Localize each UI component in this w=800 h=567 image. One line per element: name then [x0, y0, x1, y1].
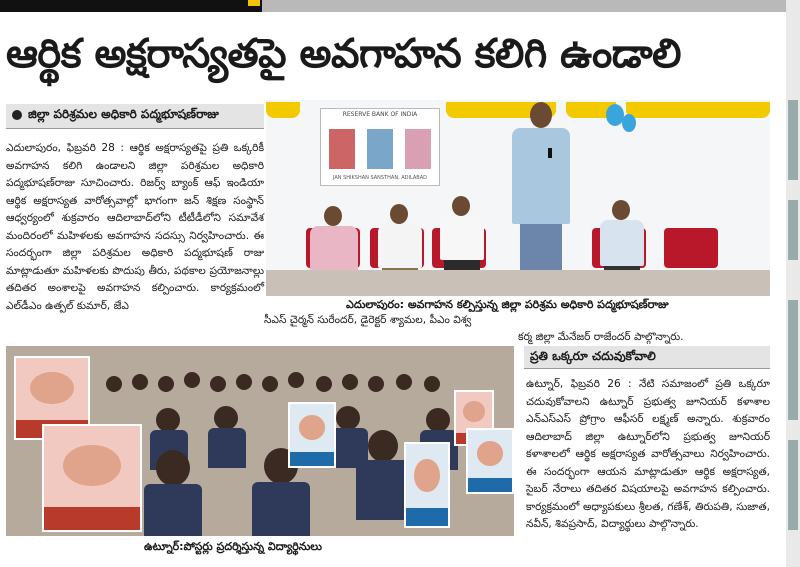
- poster: [404, 442, 450, 528]
- subheading: జిల్లా పరిశ్రమల అధికారి పద్మభూషణ్‌రాజు: [28, 107, 219, 121]
- photo-floor: [266, 270, 770, 296]
- poster: [466, 428, 514, 494]
- rbi-banner: [320, 108, 440, 186]
- adjacent-column-fragment: [788, 300, 798, 420]
- article-2-text: ఉట్నూర్, ఫిబ్రవరి 26 : నేటి సమాజంలో ప్రతి ఒక్కరూ చదువుకోవాలని ఉట్నూర్ ప్రభుత్వ జూనియర్ కళాశాల ఎన్ఎస్ఎస్ ప్రోగ్రాం ఆఫీసర్ లక్ష్మణ్ అన్నారు. శుక్రవారం ఆదిలాబాద్ జిల్లా ఉట్నూర్‌లోని ప్రభుత్వ జూనియర్ కళాశాలలో ఆర్థిక అక్షరాస్యత వారోత్సవాలు నిర్వహించారు. ఈ సందర్భంగా ఆయన మాట్లాడుతూ ఆర్థిక అక్షరాస్యత, సైబర్ నేరాలు తదితర విషయాలపై అవగాహన కల్పించారు. కార్యక్రమంలో అధ్యాపకులు శ్రీలత, గణేశ్, తిరుపతి, సుజాత, నవీన్, శివప్రసాద్, విద్యార్థులు పాల్గొన్నారు.: [526, 378, 770, 530]
- continued-line: సీఎస్ చైర్మన్ సురేందర్, డైరెక్టర్ శ్యామల, పీఎం విశ్వ: [264, 314, 472, 326]
- subheading-2: ప్రతి ఒక్కరూ చదువుకోవాలి: [530, 349, 656, 363]
- article-1-body: [6, 140, 264, 315]
- banner-image: [367, 129, 393, 169]
- top-bar-accent: [248, 0, 260, 6]
- adjacent-column-fragment: [788, 440, 798, 530]
- banner-image: [405, 129, 431, 169]
- adjacent-page-edge: [786, 0, 800, 567]
- poster: [42, 424, 142, 532]
- banner-footer: JAN SHIKSHAN SANSTHAN, ADILABAD: [332, 175, 428, 181]
- banner-image: [329, 129, 355, 169]
- bunting-decoration: [266, 102, 300, 118]
- adjacent-column-fragment: [788, 200, 798, 260]
- poster: [288, 402, 336, 468]
- banner-title: RESERVE BANK OF INDIA: [342, 111, 418, 118]
- photo-2-caption: ఉట్నూర్:పోస్టర్లు ప్రదర్శిస్తున్న విద్యార్థినులు: [144, 540, 322, 553]
- top-bar-dark: [0, 0, 262, 12]
- microphone-icon: [548, 148, 552, 158]
- headline: ఆర్థిక అక్షరాస్యతపై అవగాహన కలిగి ఉండాలి: [6, 31, 681, 77]
- bunting-decoration: [626, 102, 770, 118]
- bullet-icon: [12, 110, 22, 120]
- balloon-icon: [622, 114, 636, 132]
- subheading-bar: [6, 104, 264, 129]
- top-bar-grey: [262, 0, 800, 12]
- chair: [664, 228, 718, 268]
- students-photo: [6, 346, 514, 536]
- photo-1-caption: ఎదులాపురం: అవగాహన కల్పిస్తున్న జిల్లా పరిశ్రమ అధికారి పద్మభూషణ్‌రాజు: [346, 298, 669, 311]
- article-1-text: ఎదులాపురం, ఫిబ్రవరి 28 : ఆర్థిక అక్షరాస్యతపై ప్రతి ఒక్కరికీ అవగాహన కలిగి ఉండాలని జిల్లా పరిశ్రమల అధికారి పద్మభూషణ్‌రాజు సూచించారు. రిజర్వ్‌ బ్యాంక్‌ ఆఫ్‌ ఇండియా ఆర్థిక అక్షరాస్యత వారోత్సవాల్లో భాగంగా జన్‌ శిక్షణ సంస్థాన్‌ ఆధ్వర్యంలో శుక్రవారం ఆదిలాబాద్‌లోని టీటీడీలోని సమావేశ మందిరంలో మహిళలకు అవగాహన సదస్సు నిర్వహించారు. ఈ సందర్భంగా జిల్లా పరిశ్రమల అధికారి పద్మభూషణ్‌ రాజు మాట్లాడుతూ మహిళలకు పొదుపు తీరు, పథకాల ప్రయోజనాల్లు తదితర అంశాలపై అవగాహన కల్పించారు. కార్యక్రమంలో ఎల్‌డీఎం ఉత్పల్‌ కుమార్‌, జేఎ: [6, 142, 264, 312]
- event-photo: [266, 100, 770, 296]
- article-2-body: [526, 376, 770, 534]
- continued-line: కర్మ జిల్లా మేనేజర్ రాజేందర్ పాల్గొన్నారు.: [518, 331, 684, 343]
- adjacent-column-fragment: [788, 100, 798, 180]
- subheading-bar-2: [524, 346, 770, 369]
